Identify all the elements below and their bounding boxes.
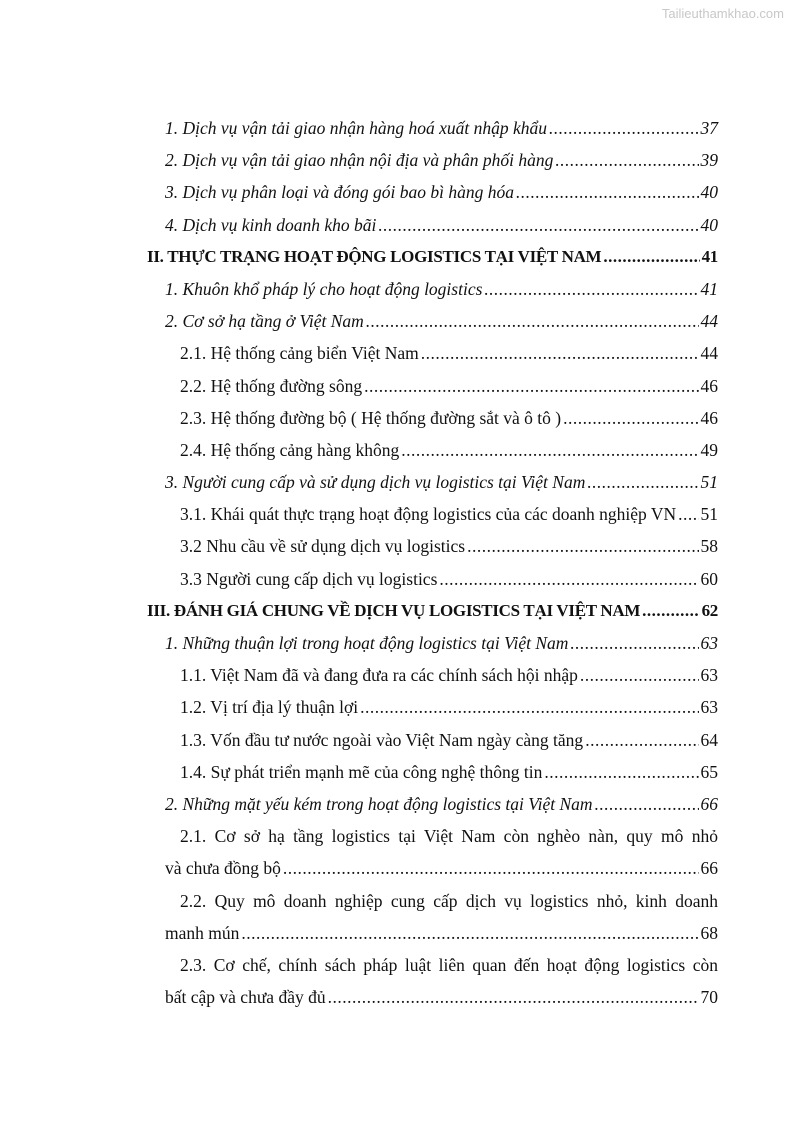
toc-entry-page: 37 [700,118,718,138]
toc-entry[interactable] [147,917,718,949]
toc-entry[interactable] [147,144,718,176]
dot-leader [360,691,698,723]
toc-entry[interactable] [147,595,718,627]
toc-entry-page: 65 [700,761,718,782]
toc-entry[interactable] [147,241,718,273]
toc-entry-page: 68 [700,922,718,943]
toc-entry-title: 1.2. Vị trí địa lý thuận lợi [180,697,359,718]
toc-entry-title: 2.4. Hệ thống cảng hàng không [180,439,400,460]
dot-leader [603,241,699,273]
dot-leader [283,852,699,884]
toc-entry[interactable] [147,756,718,788]
toc-entry-title: 2. Những mặt yếu kém trong hoạt động logistics tại Việt Nam [165,793,593,814]
toc-entry-title: 3.1. Khái quát thực trạng hoạt động logistics của các doanh nghiệp VN [180,504,677,525]
toc-entry[interactable] [147,981,718,1013]
toc-entry-title: III. ĐÁNH GIÁ CHUNG VỀ DỊCH VỤ LOGISTICS TẠI VIỆT NAM [147,600,641,620]
toc-entry-first-line[interactable]: 2.3. Cơ chế, chính sách pháp luật liên quan đến hoạt động logistics còn [180,954,718,975]
dot-leader [580,659,699,691]
dot-leader [563,402,698,434]
toc-entry-title: 1. Dịch vụ vận tải giao nhận hàng hoá xuất nhập khẩu [165,118,548,138]
watermark: Tailieuthamkhao.com [661,6,784,21]
dot-leader [544,756,698,788]
toc-entry-page: 66 [700,793,718,814]
dot-leader [328,981,699,1013]
toc-entry[interactable] [147,788,718,820]
toc-entry-title: 3. Dịch vụ phân loại và đóng gói bao bì hàng hóa [165,182,515,203]
toc-entry[interactable] [147,691,718,723]
dot-leader [570,627,698,659]
toc-entry[interactable] [147,530,718,562]
dot-leader [678,498,698,530]
dot-leader [595,788,699,820]
toc-entry-title: 2.1. Hệ thống cảng biển Việt Nam [180,343,419,364]
toc-entry-page: 70 [700,987,718,1008]
dot-leader [484,273,698,305]
toc-entry-page: 51 [700,504,718,525]
toc-entry[interactable] [147,498,718,530]
toc-entry-title: 2. Dịch vụ vận tải giao nhận nội địa và phân phối hàng [165,150,554,171]
dot-leader [421,337,699,369]
toc-entry-first-line[interactable]: 2.2. Quy mô doanh nghiệp cung cấp dịch vụ logistics nhỏ, kinh doanh [180,890,718,911]
toc-entry-title: 2.2. Hệ thống đường sông [180,375,363,396]
toc-entry-page: 62 [701,600,718,620]
toc-entry-page: 40 [700,214,718,235]
toc-entry[interactable] [147,563,718,595]
toc-entry[interactable] [147,852,718,884]
toc-entry-page: 46 [700,407,718,428]
dot-leader [364,370,698,402]
toc-entry-title: II. THỰC TRẠNG HOẠT ĐỘNG LOGISTICS TẠI VIỆT NAM [147,246,602,266]
toc-entry[interactable] [147,337,718,369]
toc-entry-title: 3.2 Nhu cầu về sử dụng dịch vụ logistics [180,536,466,557]
dot-leader [585,724,698,756]
toc-entry-page: 58 [700,536,718,557]
toc-entry[interactable] [147,305,718,337]
dot-leader [642,595,699,627]
table-of-contents [147,112,718,1013]
toc-entry-title: và chưa đồng bộ [165,858,281,879]
toc-entry-page: 60 [700,568,718,589]
toc-entry-title: 1. Khuôn khổ pháp lý cho hoạt động logistics [165,278,483,299]
toc-entry-page: 49 [700,439,718,460]
toc-entry-page: 63 [700,633,718,653]
toc-entry-page: 44 [700,311,718,332]
toc-entry-page: 63 [700,697,718,718]
toc-entry-page: 41 [700,278,718,299]
toc-entry-title: 1.3. Vốn đầu tư nước ngoài vào Việt Nam ngày càng tăng [180,729,584,750]
toc-entry-page: 44 [700,343,718,364]
toc-entry-page: 41 [701,246,718,266]
dot-leader [439,563,698,595]
toc-entry-title: manh mún [165,922,240,943]
toc-entry-title: bất cập và chưa đầy đủ [165,987,326,1008]
toc-entry-title: 2.3. Hệ thống đường bộ ( Hệ thống đường sắt và ô tô ) [180,407,562,428]
dot-leader [587,466,698,498]
dot-leader [366,305,699,337]
toc-entry-page: 66 [700,858,718,879]
toc-entry[interactable] [147,370,718,402]
dot-leader [378,209,698,241]
toc-entry-page: 40 [700,182,718,203]
toc-entry[interactable] [147,659,718,691]
toc-entry-title: 1.1. Việt Nam đã và đang đưa ra các chính sách hội nhập [180,665,578,686]
toc-entry[interactable] [147,724,718,756]
dot-leader [516,176,698,208]
dot-leader [467,530,698,562]
dot-leader [549,112,698,144]
toc-entry-title: 1. Những thuận lợi trong hoạt động logistics tại Việt Nam [165,633,569,653]
toc-entry[interactable] [147,209,718,241]
toc-entry[interactable] [147,402,718,434]
toc-entry[interactable] [147,434,718,466]
toc-entry-title: 2. Cơ sở hạ tầng ở Việt Nam [165,311,364,332]
toc-entry[interactable] [147,627,718,659]
dot-leader [241,917,698,949]
toc-entry-page: 63 [700,665,718,686]
toc-entry-page: 46 [700,375,718,396]
toc-entry-title: 1.4. Sự phát triển mạnh mẽ của công nghệ thông tin [180,761,543,782]
toc-entry[interactable] [147,273,718,305]
toc-entry[interactable] [147,112,718,144]
toc-entry-title: 3. Người cung cấp và sử dụng dịch vụ logistics tại Việt Nam [165,472,586,493]
toc-entry-title: 4. Dịch vụ kinh doanh kho bãi [165,214,377,235]
toc-entry-title: 3.3 Người cung cấp dịch vụ logistics [180,568,438,589]
dot-leader [555,144,698,176]
toc-entry-page: 39 [700,150,718,171]
toc-entry-first-line[interactable]: 2.1. Cơ sở hạ tầng logistics tại Việt Nam còn nghèo nàn, quy mô nhỏ [180,826,718,847]
toc-entry[interactable] [147,466,718,498]
dot-leader [401,434,698,466]
toc-entry-page: 64 [700,729,718,750]
toc-entry-page: 51 [700,472,718,493]
toc-entry[interactable] [147,176,718,208]
